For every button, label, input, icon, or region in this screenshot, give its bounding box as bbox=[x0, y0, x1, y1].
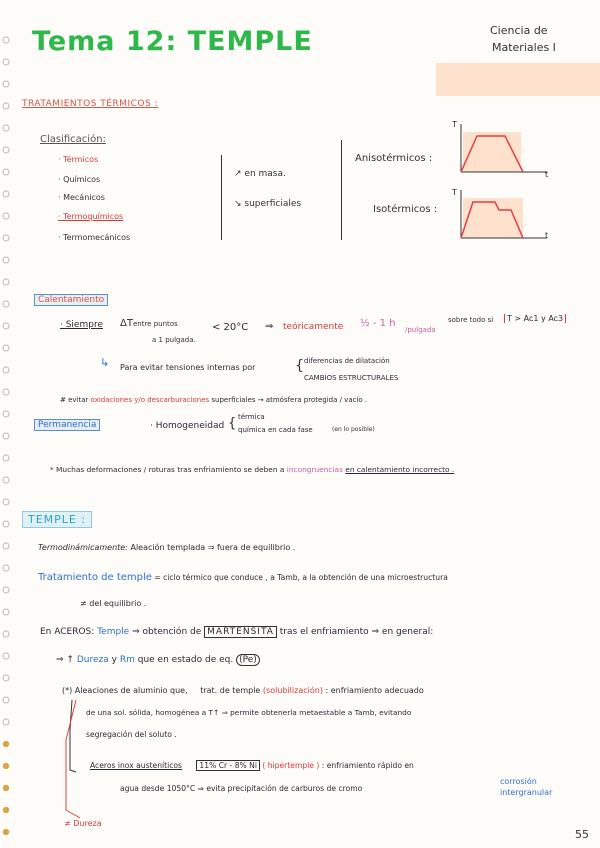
permanencia-heading: Permanencia bbox=[34, 419, 100, 431]
termo-line bbox=[38, 543, 295, 552]
evitar-oxidaciones bbox=[60, 396, 367, 404]
clasificacion-label: Clasificación: bbox=[40, 134, 106, 145]
siempre-label: · Siempre bbox=[60, 320, 103, 330]
anisotermico-graph bbox=[447, 120, 557, 180]
arrow-1: ⇒ bbox=[265, 321, 274, 332]
aleaciones-trat: trat. de temple bbox=[200, 686, 261, 695]
page-number: 55 bbox=[575, 828, 589, 841]
aceros-mid: ⇒ obtención de bbox=[132, 627, 202, 637]
evitar-label: Para evitar tensiones internas por bbox=[120, 363, 256, 372]
tratamientos-heading: TRATAMIENTOS TÉRMICOS : bbox=[22, 99, 159, 109]
evitar-arrow-icon: ↳ bbox=[100, 356, 110, 369]
spiral-binding bbox=[0, 0, 14, 848]
en-masa-label: ↗ en masa. bbox=[234, 169, 286, 179]
clasificacion-item-termomecanicos: · Termomecánicos bbox=[58, 233, 131, 242]
subject-line-1: Ciencia de bbox=[490, 24, 548, 37]
brace-icon: { bbox=[295, 358, 304, 374]
isotermico-graph-t: t bbox=[545, 231, 549, 240]
dureza-post: que en estado de eq. bbox=[137, 655, 234, 665]
subject-line-2: Materiales I bbox=[492, 41, 556, 54]
rm-label: Rm bbox=[119, 655, 135, 665]
homogeneidad: · Homogeneidad bbox=[150, 421, 225, 431]
dureza-pre: ⇒ ↑ bbox=[56, 655, 74, 665]
aceros-pre: En ACEROS: bbox=[40, 627, 95, 637]
aleaciones-3: de una sol. sólida, homogénea a T↑ ⇒ permite obtenerla metaestable a Tamb, evitando bbox=[86, 708, 412, 717]
aleaciones-line bbox=[62, 686, 424, 695]
clasificacion-item-quimicos: · Químicos bbox=[58, 175, 101, 184]
permanencia-brace: { bbox=[228, 416, 237, 431]
inox-post: : enfriamiento rápido en bbox=[321, 761, 414, 770]
rate-per-pulgada: /pulgada bbox=[405, 326, 436, 334]
aceros-temple: Temple bbox=[97, 627, 130, 637]
dureza-label: Dureza bbox=[76, 655, 109, 665]
aleaciones-2: : enfriamiento adecuado bbox=[325, 686, 424, 695]
header-highlight bbox=[436, 63, 600, 96]
evitar-oxidaciones-red: oxidaciones y/o descarburaciones bbox=[90, 396, 210, 404]
aceros-post: tras el enfriamiento ⇒ en general: bbox=[279, 627, 434, 637]
entre-puntos: entre puntos bbox=[132, 320, 178, 328]
divider-vertical-1 bbox=[221, 155, 222, 240]
aceros-line bbox=[40, 627, 433, 637]
muchas-post: en calentamiento incorrecto . bbox=[345, 465, 455, 474]
temple-heading: TEMPLE : bbox=[22, 511, 92, 528]
inox-composition-box: 11% Cr - 8% Ni bbox=[196, 760, 260, 771]
isotermico-graph-T: T bbox=[452, 188, 457, 197]
cambios-estructurales: CAMBIOS ESTRUCTURALES bbox=[304, 374, 399, 382]
anisotermico-graph-T: T bbox=[452, 120, 457, 129]
inox-2: agua desde 1050°C ⇒ evita precipitación de carburos de cromo bbox=[120, 784, 363, 793]
aleaciones-4: segregación del soluto . bbox=[86, 730, 177, 739]
y-label: y bbox=[111, 655, 117, 665]
divider-vertical-2 bbox=[341, 140, 342, 240]
inox-label: Aceros inox austeníticos bbox=[90, 761, 182, 770]
delta-t bbox=[120, 318, 178, 329]
condition-bracket: T > Ac1 y Ac3 bbox=[504, 314, 566, 323]
permanencia-termica: térmica bbox=[238, 413, 265, 421]
delta-t-symbol: ΔT bbox=[120, 318, 133, 329]
clasificacion-item-mecanicos: · Mecánicos bbox=[58, 193, 105, 202]
evitar-oxidaciones-post: superficiales → atmósfera protegida / vacío . bbox=[211, 396, 368, 404]
muchas-deformaciones-note bbox=[50, 465, 454, 474]
isotermico-graph bbox=[447, 186, 557, 246]
superficiales-text: superficiales bbox=[244, 199, 302, 209]
teoricamente: teóricamente bbox=[283, 322, 344, 332]
subject-label bbox=[490, 22, 556, 56]
a-pulgada: a 1 pulgada. bbox=[152, 336, 196, 344]
dureza-note: ≠ Dureza bbox=[64, 819, 102, 828]
aleaciones-1: Aleaciones de aluminio que, bbox=[74, 686, 188, 695]
dif-dilatacion: diferencias de dilatación bbox=[304, 357, 390, 365]
muchas-pre: * Muchas deformaciones / roturas tras enfriamiento se deben a bbox=[50, 465, 285, 474]
page-title: Tema 12: TEMPLE bbox=[32, 26, 313, 57]
tratamiento-text: = ciclo térmico que conduce , a Tamb, a la obtención de una microestructura bbox=[154, 573, 448, 582]
aleaciones-mark: (*) bbox=[62, 686, 73, 695]
inox-line bbox=[90, 761, 414, 770]
pe-circle: (Pe) bbox=[236, 654, 260, 666]
superficiales-label: ↘ superficiales bbox=[234, 199, 302, 209]
bracket-line bbox=[62, 700, 92, 830]
anisotermicos-label: Anisotérmicos : bbox=[355, 153, 433, 164]
rate-value: ½ - 1 h bbox=[360, 318, 396, 329]
tratamiento-line bbox=[38, 572, 448, 583]
clasificacion-item-termoquimicos: · Termoquímicos bbox=[58, 212, 124, 221]
termo-label: Termodinámicamente: bbox=[38, 543, 128, 552]
dureza-line bbox=[56, 655, 260, 665]
en-masa-text: en masa. bbox=[244, 169, 286, 179]
calentamiento-heading: Calentamiento bbox=[34, 294, 108, 306]
muchas-incongruencias: incongruencias bbox=[286, 465, 343, 474]
hipertemple: ( hipertemple ) bbox=[262, 761, 320, 770]
permanencia-en-poros: (en lo posible) bbox=[332, 426, 375, 433]
tratamiento-text-2: ≠ del equilibrio . bbox=[80, 599, 147, 608]
termo-text: Aleación templada ⇒ fuera de equilibrio . bbox=[130, 543, 296, 552]
anisotermico-graph-t: t bbox=[545, 170, 549, 179]
isotermicos-label: Isotérmicos : bbox=[373, 204, 438, 215]
corrosion-intergranular: corrosión intergranular bbox=[500, 777, 553, 797]
solubilizacion: (solubilización) bbox=[262, 686, 323, 695]
sobre-todo: sobre todo si bbox=[448, 316, 494, 324]
evitar-oxidaciones-pre: # evitar bbox=[60, 396, 89, 404]
lt-20c: < 20°C bbox=[212, 322, 249, 333]
permanencia-quimica: química en cada fase bbox=[238, 426, 313, 434]
martensita-box: MARTENSITA bbox=[204, 626, 277, 638]
tratamiento-label: Tratamiento de temple bbox=[38, 572, 152, 583]
clasificacion-item-termicos: · Térmicos bbox=[58, 155, 99, 164]
